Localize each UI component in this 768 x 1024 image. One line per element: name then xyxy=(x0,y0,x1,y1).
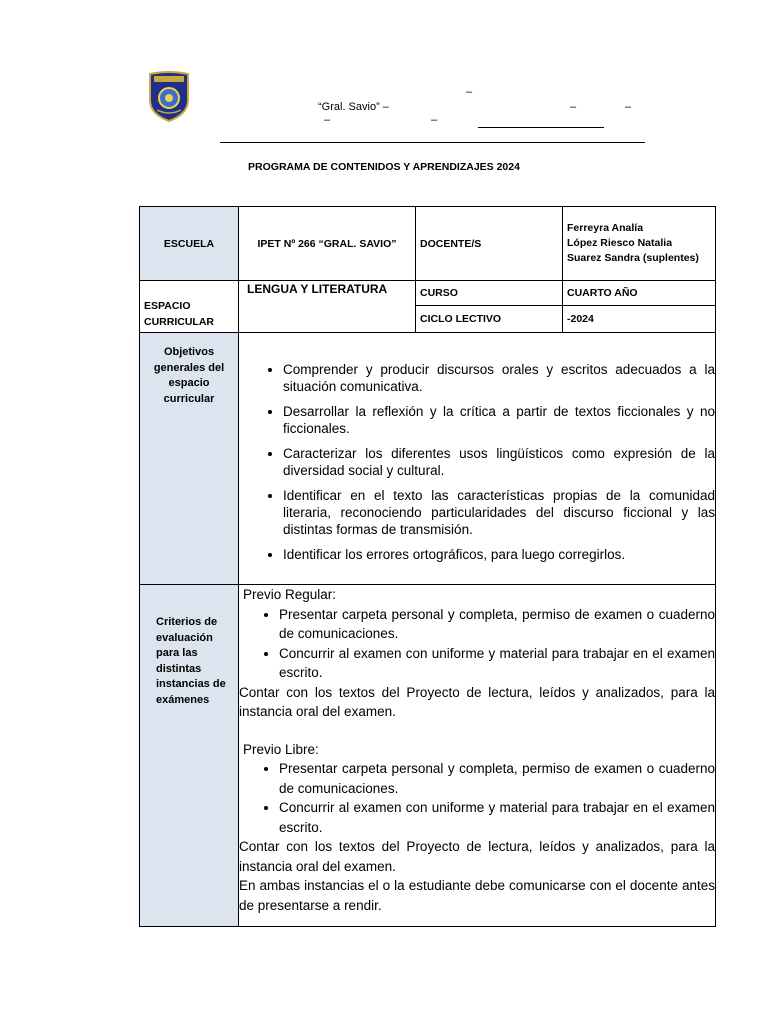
docente-label: DOCENTE/S xyxy=(416,207,563,281)
ciclo-label: CICLO LECTIVO xyxy=(416,306,563,333)
escuela-label: ESCUELA xyxy=(140,207,239,281)
school-crest-icon xyxy=(148,70,190,122)
curso-label: CURSO xyxy=(416,281,563,306)
previo-libre-note: Contar con los textos del Proyecto de lectura, leídos y analizados, para la instancia oral del examen. xyxy=(239,839,715,874)
list-item: • Desarrollar la reflexión y la crítica a partir de textos ficcionales y no ficcionales. xyxy=(283,403,715,437)
list-item: • Concurrir al examen con uniforme y material para trabajar en el examen escrito. xyxy=(279,644,715,683)
criterios-label-cell xyxy=(140,585,239,927)
docente-name: Suarez Sandra (suplentes) xyxy=(567,252,699,264)
objetivos-cell xyxy=(239,333,716,585)
previo-regular-title: Previo Regular: xyxy=(243,587,337,602)
program-table xyxy=(139,206,716,927)
list-item: • Comprender y producir discursos orales y escritos adecuados a la situación comunicativa. xyxy=(283,361,715,395)
header-dash: – xyxy=(625,101,632,113)
list-item: • Presentar carpeta personal y completa, permiso de examen o cuaderno de comunicaciones. xyxy=(279,605,715,644)
list-item: • Concurrir al examen con uniforme y material para trabajar en el examen escrito. xyxy=(279,798,715,837)
espacio-label-line: ESPACIO xyxy=(144,300,191,312)
objetivos-label: Objetivos generales del espacio curricular xyxy=(153,346,225,405)
list-item: • Presentar carpeta personal y completa, permiso de examen o cuaderno de comunicaciones. xyxy=(279,759,715,798)
header-underline xyxy=(478,127,604,128)
previo-libre-list xyxy=(239,759,715,837)
docente-name: López Riesco Natalia xyxy=(567,237,673,249)
espacio-label xyxy=(140,281,239,333)
criterios-cell xyxy=(239,585,716,927)
header-divider xyxy=(220,142,645,143)
espacio-value: LENGUA Y LITERATURA xyxy=(239,281,416,333)
header-dash: – xyxy=(431,114,438,126)
list-item: • Identificar los errores ortográficos, para luego corregirlos. xyxy=(283,546,715,563)
header-dash: – xyxy=(466,86,473,98)
objetivos-label-cell xyxy=(140,333,239,585)
docente-list xyxy=(563,207,716,281)
header-dash: – xyxy=(570,101,577,113)
page-title: PROGRAMA DE CONTENIDOS Y APRENDIZAJES 2024 xyxy=(248,161,520,173)
docente-name: Ferreyra Analía xyxy=(567,222,644,234)
curso-value: CUARTO AÑO xyxy=(563,281,716,306)
objetivos-list xyxy=(243,361,715,563)
list-item: • Identificar en el texto las características propias de la comunidad literaria, reconociendo particularidades del discurso ficcional y las distintas formas de transmisión. xyxy=(283,487,715,538)
espacio-label-line: CURRICULAR xyxy=(144,316,214,328)
school-short-name: “Gral. Savio” – xyxy=(318,101,389,113)
previo-regular-list xyxy=(239,605,715,683)
previo-regular-note: Contar con los textos del Proyecto de lectura, leídos y analizados, para la instancia oral del examen. xyxy=(239,684,715,719)
ciclo-value: -2024 xyxy=(563,306,716,333)
final-note: En ambas instancias el o la estudiante debe comunicarse con el docente antes de presentarse a rendir. xyxy=(239,878,715,913)
escuela-value: IPET Nº 266 “GRAL. SAVIO” xyxy=(239,207,416,281)
previo-libre-title: Previo Libre: xyxy=(243,741,319,757)
criterios-label: Criterios de evaluación para las distintas instancias de exámenes xyxy=(156,616,226,706)
list-item: • Caracterizar los diferentes usos lingüísticos como expresión de la diversidad social y cultural. xyxy=(283,445,715,479)
header-dash: – xyxy=(324,114,331,126)
